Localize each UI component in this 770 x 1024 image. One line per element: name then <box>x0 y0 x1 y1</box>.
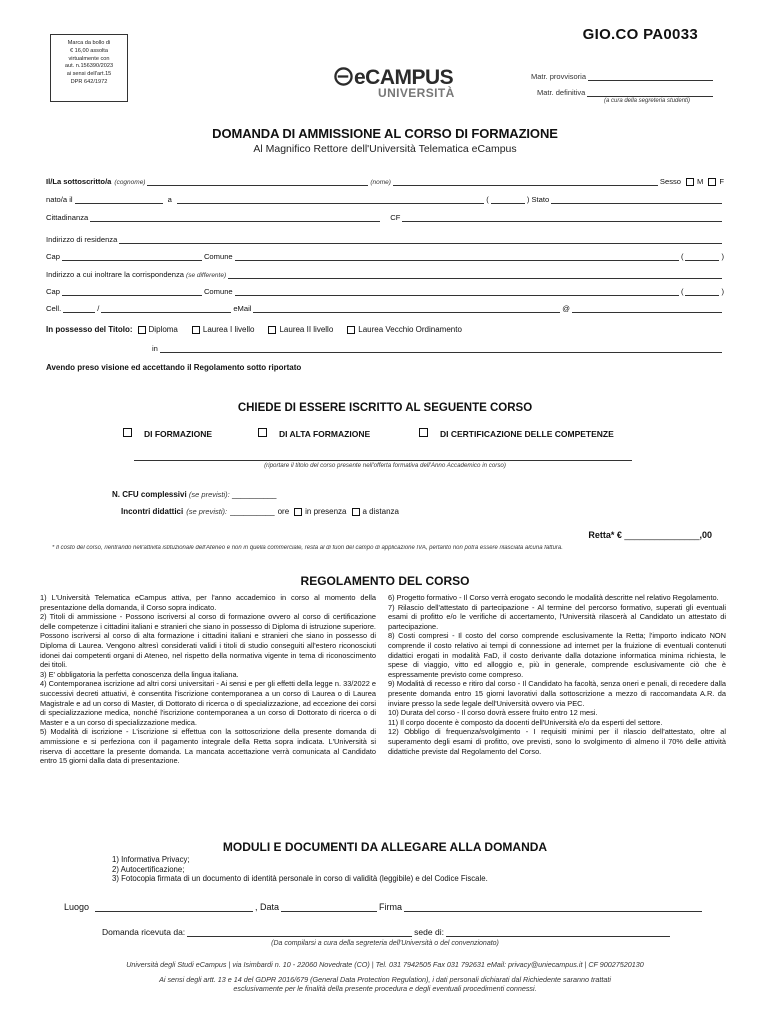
matricola-note: (a cura della segreteria studenti) <box>604 98 691 104</box>
stamp-line: Marca da bollo di <box>67 40 111 46</box>
rule-item: 4) Contemporanea iscrizione ad altri corsi universitari - Ai sensi e per gli effetti della legge n. 33/2022 e successivi decreti attuativi, è consentita l'iscrizione contemporanea a un corso di Laurea o di Laurea Magistrale e ad un corso di Master, di Dottorato di ricerca o di specializzazione, ad eccezione dei corsi di specializzazione medica, nonché l'iscrizione contemporanea a un corso di Dottorato di ricerca o di Master e a un corso di specializzazione medica. <box>40 679 376 727</box>
province-field-2[interactable] <box>685 288 719 296</box>
birth-province-field[interactable] <box>491 196 525 204</box>
moduli-item: 3) Fotocopia firmata di un documento di identità personale in corso di validità (leggibile) e del Codice Fiscale. <box>112 874 488 884</box>
label-certificazione: DI CERTIFICAZIONE DELLE COMPETENZE <box>440 429 614 439</box>
moduli-item: 2) Autocertificazione; <box>112 864 185 874</box>
ecampus-logo <box>334 66 464 100</box>
vecchio-ordinamento-checkbox[interactable] <box>347 326 355 334</box>
matricola-provvisoria-row <box>531 72 715 81</box>
formazione-checkbox[interactable] <box>123 428 132 437</box>
residenza-field[interactable] <box>119 236 722 244</box>
label-corrispondenza: Indirizzo a cui inoltrare la corrispondenza <box>46 270 185 279</box>
moduli-title: MODULI E DOCUMENTI DA ALLEGARE ALLA DOMANDA <box>222 840 548 854</box>
label-se-differente: (se differente) <box>186 272 227 279</box>
label-nome: (nome) <box>370 179 391 186</box>
label-ricevuta: Domanda ricevuta da: <box>102 927 186 937</box>
label-se-previsti-2: (se previsti): <box>186 507 228 516</box>
data-field[interactable] <box>281 904 377 912</box>
firma-field[interactable] <box>404 904 702 912</box>
luogo-field[interactable] <box>95 904 253 912</box>
label-se-previsti: (se previsti): <box>188 490 230 499</box>
label-titolo: In possesso del Titolo: <box>46 325 133 334</box>
label-laurea1: Laurea I livello <box>202 325 255 334</box>
label-ore: ore <box>277 507 290 516</box>
label-at: @ <box>562 304 570 313</box>
ecampus-logo-icon <box>334 67 353 86</box>
row-titolo-in <box>152 344 724 353</box>
label-data: , Data <box>255 902 280 912</box>
label-a: a <box>167 195 172 204</box>
birth-country-field[interactable] <box>551 196 722 204</box>
birth-place-field[interactable] <box>177 196 484 204</box>
certificazione-checkbox[interactable] <box>419 428 428 437</box>
label-distanza: a distanza <box>362 507 399 516</box>
matricola-provvisoria-label: Matr. provvisoria <box>531 72 587 81</box>
label-vecchio: Laurea Vecchio Ordinamento <box>358 325 462 334</box>
comune-field[interactable] <box>235 253 679 261</box>
label-sottoscritto: Il/La sottoscritto/a <box>46 177 112 186</box>
logo-subtitle: UNIVERSITÀ <box>378 86 455 100</box>
stamp-line: virtualmente con <box>68 55 110 62</box>
cap-field[interactable] <box>62 253 202 261</box>
ricevuta-field[interactable] <box>187 929 412 937</box>
codice-fiscale-field[interactable] <box>402 214 722 222</box>
label-paren-open: ( <box>486 195 489 204</box>
titolo-subject-field[interactable] <box>160 345 722 353</box>
label-cognome: (cognome) <box>114 179 146 186</box>
birth-date-field[interactable] <box>75 196 163 204</box>
moduli-list <box>112 855 488 884</box>
document-code: GIO.CO PA0033 <box>582 26 698 43</box>
comune-field-2[interactable] <box>235 288 679 296</box>
label-alta-formazione: DI ALTA FORMAZIONE <box>279 429 371 439</box>
row-citizenship <box>46 213 724 222</box>
row-retta <box>588 530 712 540</box>
regolamento-left-column <box>40 593 376 766</box>
ricevuta-note: (Da compilarsi a cura della segreteria dell'Università o del convenzionato) <box>271 940 499 947</box>
label-cap: Cap <box>46 287 60 296</box>
label-diploma: Diploma <box>148 325 178 334</box>
label-in: in <box>152 344 158 353</box>
label-paren-open: ( <box>680 252 684 261</box>
footer-privacy-1: Ai sensi degli artt. 13 e 14 del GDPR 2016/679 (General Data Protection Regulation), i dati personali dichiarati dal Richiedente saranno trattati <box>159 975 611 984</box>
sesso-f-checkbox[interactable] <box>708 178 716 186</box>
rule-item: 5) Modalità di iscrizione - L'iscrizione si effettua con la sottoscrizione della presente domanda di ammissione e si perfeziona con il pagamento integrale della Retta sopra indicata. L'Università si riserva di accettare la presente domanda. La mancata accettazione verrà comunicata al Candidato entro 15 giorni dalla data di presentazione. <box>40 727 376 766</box>
label-formazione: DI FORMAZIONE <box>144 429 212 439</box>
label-cell: Cell. <box>46 304 62 313</box>
label-cf: CF <box>390 213 401 222</box>
label-firma: Firma <box>379 902 403 912</box>
label-email: eMail <box>233 304 252 313</box>
option-formazione[interactable] <box>123 428 212 439</box>
corrispondenza-field[interactable] <box>228 271 722 279</box>
chiede-title: CHIEDE DI ESSERE ISCRITTO AL SEGUENTE CORSO <box>237 402 533 414</box>
cognome-field[interactable] <box>147 178 368 186</box>
option-alta-formazione[interactable] <box>258 428 370 439</box>
label-sesso: Sesso <box>659 177 682 186</box>
distanza-checkbox[interactable] <box>352 508 360 516</box>
laurea1-checkbox[interactable] <box>192 326 200 334</box>
label-luogo: Luogo <box>64 902 90 912</box>
stamp-line: ai sensi dell'art.15 <box>66 71 112 78</box>
rule-item: 8) Costi compresi - Il costo del corso comprende esclusivamente la Retta; l'importo indicato NON comprende il costo relativo ai tempi di connessione ad internet per la fruizione di eventuali contenuti didattici erogati in modalità FaD, il costo derivante dalla dotazione informatica minima richiesta, le spese di viaggio, vitto ed alloggio e, più in generale, comprende esclusivamente ciò che è espressamente previsto come compreso. <box>388 631 726 679</box>
label-stato: ) Stato <box>526 195 550 204</box>
option-certificazione[interactable] <box>419 428 614 439</box>
label-retta-decimals: ,00 <box>699 530 712 540</box>
rule-item: 12) Obbligo di frequenza/svolgimento - I requisiti minimi per il rilascio dell'attestato, oltre al superamento degli esami di profitto, ove previsti, sono lo svolgimento di almeno il 70% delle attività didattiche previste dal Regolamento del Corso. <box>388 727 726 756</box>
label-paren-close: ) <box>721 252 724 261</box>
label-incontri: Incontri didattici <box>121 507 184 516</box>
label-slash: / <box>97 304 100 313</box>
preso-visione-text: Avendo preso visione ed accettando il Regolamento sotto riportato <box>46 363 302 372</box>
diploma-checkbox[interactable] <box>138 326 146 334</box>
label-m: M <box>697 177 704 186</box>
email-domain-field[interactable] <box>572 305 722 313</box>
rule-item: 10) Durata del corso - Il corso dovrà essere fruito entro 12 mesi. <box>388 708 598 718</box>
ore-field[interactable]: __________ <box>230 507 275 516</box>
row-birth <box>46 195 724 204</box>
row-cap-1 <box>46 252 724 261</box>
matricola-definitiva-field[interactable] <box>587 89 713 97</box>
rule-item: 2) Titoli di ammissione - Possono iscriversi al corso di formazione ovvero al corso di certificazione delle competenze i cittadini italiani e stranieri che siano in possesso di Diploma di istruzione superiore. Possono iscriversi al corso di alta formazione i cittadini italiani e stranieri che siano in possesso di Diploma di Laurea. Vengono altresì considerati validi i titoli di studio conseguiti all'estero riconosciuti idonei dai competenti organi di Ateneo, nel rispetto della normativa vigente in tema di riconoscimento dei titoli. <box>40 612 376 670</box>
sesso-m-checkbox[interactable] <box>686 178 694 186</box>
citizenship-field[interactable] <box>90 214 380 222</box>
label-comune: Comune <box>203 252 233 261</box>
province-field[interactable] <box>685 253 719 261</box>
row-cfu <box>112 490 277 499</box>
label-presenza: in presenza <box>305 507 347 516</box>
presenza-checkbox[interactable] <box>294 508 302 516</box>
row-corrispondenza <box>46 270 724 279</box>
revenue-stamp-box <box>50 34 128 102</box>
footer-privacy-2: esclusivamente per le finalità della presente procedura e degli eventuali procedimenti connessi. <box>233 984 537 993</box>
stamp-line: € 16,00 assolta <box>70 47 108 54</box>
row-ricevuta <box>102 927 672 937</box>
sede-field[interactable] <box>446 929 670 937</box>
cfu-field[interactable]: __________ <box>232 490 277 499</box>
rule-item: 9) Modalità di recesso e ritiro dal corso - Il Candidato ha facoltà, senza oneri e penali, di recedere dalla presente domanda entro 15 giorni lavorativi dalla sottoscrizione a mezzo di raccomandata A.R. da inviare presso la sede legale dell'Università ovvero via PEC. <box>388 679 726 708</box>
row-titolo <box>46 325 724 334</box>
matricola-provvisoria-field[interactable] <box>588 73 713 81</box>
course-title-field[interactable] <box>134 452 632 461</box>
label-retta: Retta* € <box>588 530 622 540</box>
row-contacts <box>46 304 724 313</box>
cell-number-field[interactable] <box>101 305 231 313</box>
logo-brand: eCAMPUS <box>354 66 454 89</box>
matricola-definitiva-label: Matr. definitiva <box>537 88 586 97</box>
course-title-note: (riportare il titolo del corso presente nell'offerta formativa dell'Anno Accademico in corso) <box>264 462 506 469</box>
regolamento-right-column <box>388 593 726 756</box>
nome-field[interactable] <box>393 178 658 186</box>
retta-note: * Il costo del corso, rientrando nell'attività istituzionale dell'Ateneo e non in quella commerciale, resta al di fuori del campo di applicazione IVA, pertanto non potrà essere rilasciata alcuna fattura. <box>52 545 563 551</box>
regolamento-title: REGOLAMENTO DEL CORSO <box>300 574 470 588</box>
label-cap: Cap <box>46 252 60 261</box>
stamp-line: DPR 642/1972 <box>70 78 108 85</box>
label-paren-open: ( <box>680 287 684 296</box>
label-nato: nato/a il <box>46 195 73 204</box>
label-laurea2: Laurea II livello <box>279 325 334 334</box>
row-cap-2 <box>46 287 724 296</box>
row-residenza <box>46 235 724 244</box>
form-title: DOMANDA DI AMMISSIONE AL CORSO DI FORMAZIONE <box>212 126 558 141</box>
row-incontri <box>121 507 399 516</box>
retta-field[interactable]: _______________ <box>624 530 700 540</box>
row-name <box>46 177 724 186</box>
cell-prefix-field[interactable] <box>63 305 95 313</box>
row-signature <box>64 902 704 912</box>
footer-address: Università degli Studi eCampus | via Isimbardi n. 10 - 22060 Novedrate (CO) | Tel. 031 7942505 Fax 031 792631 eMail: privacy@uniecampus.it | CF 90027520130 <box>126 960 644 969</box>
label-comune: Comune <box>203 287 233 296</box>
rule-item: 1) L'Università Telematica eCampus attiva, per l'anno accademico in corso al momento della presentazione della domanda, il Corso sopra indicato. <box>40 593 376 612</box>
moduli-item: 1) Informativa Privacy; <box>112 855 190 864</box>
label-paren-close: ) <box>721 287 724 296</box>
label-cfu: N. CFU complessivi <box>112 490 187 499</box>
alta-formazione-checkbox[interactable] <box>258 428 267 437</box>
laurea2-checkbox[interactable] <box>268 326 276 334</box>
label-residenza: Indirizzo di residenza <box>46 235 118 244</box>
matricola-definitiva-row <box>537 88 715 97</box>
label-sede: sede di: <box>414 927 444 937</box>
rule-item: 7) Rilascio dell'attestato di partecipazione - Al termine del percorso formativo, superati gli eventuali esami di profitto e/o le verifiche di accertamento, l'Università rilascerà al Candidato un attestato di partecipazione. <box>388 602 726 631</box>
rule-item: 3) E' obbligatoria la perfetta conoscenza della lingua italiana. <box>40 669 239 679</box>
label-f: F <box>719 177 724 186</box>
rule-item: 6) Progetto formativo - Il Corso verrà erogato secondo le modalità descritte nel relativo Regolamento. <box>388 593 719 602</box>
rule-item: 11) Il corpo docente è composto da docenti dell'Università e/o da esperti del settore. <box>388 717 663 727</box>
form-subtitle: Al Magnifico Rettore dell'Università Telematica eCampus <box>253 143 517 155</box>
stamp-line: aut. n.156390/2023 <box>64 63 114 70</box>
cap-field-2[interactable] <box>62 288 202 296</box>
email-user-field[interactable] <box>253 305 560 313</box>
label-cittadinanza: Cittadinanza <box>46 213 89 222</box>
